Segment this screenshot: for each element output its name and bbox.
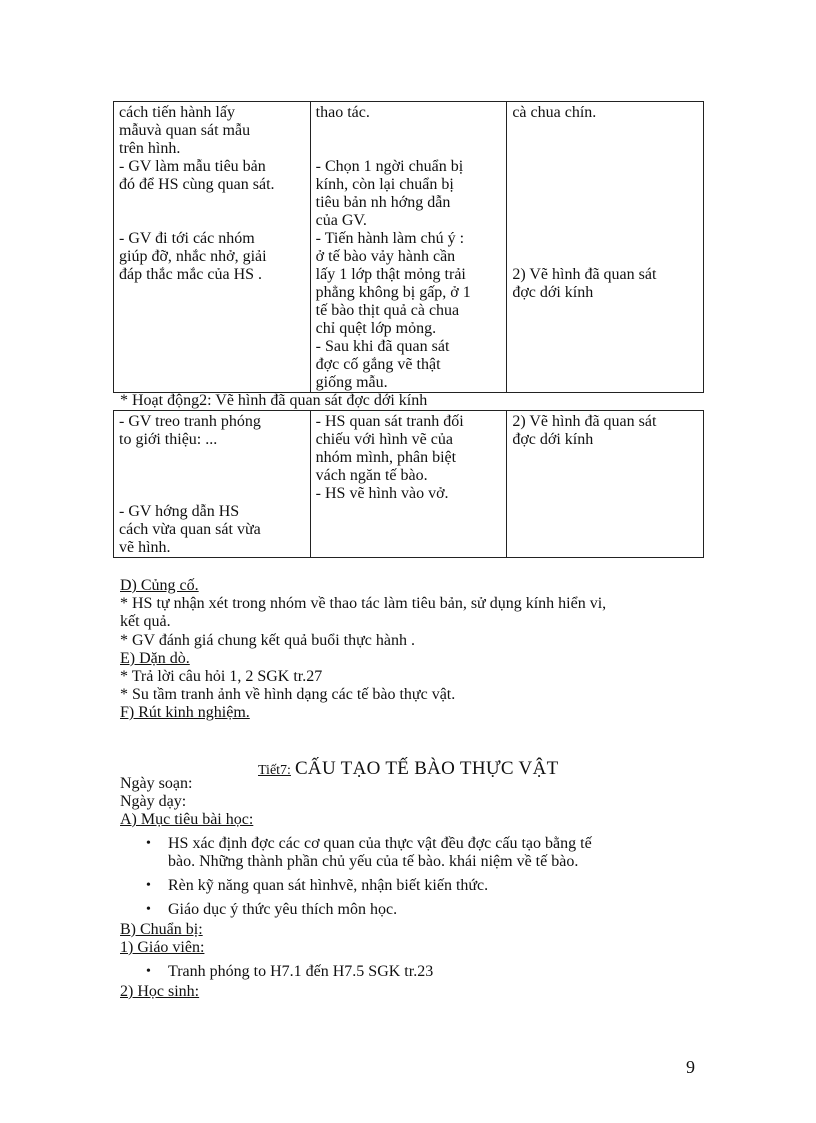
cell-line: của GV. — [315, 212, 367, 229]
bullet-icon: • — [146, 902, 151, 917]
subheading-student: 2) Học sinh: — [120, 983, 200, 1000]
teacher-activity-cell — [114, 411, 311, 558]
activity-table-1 — [113, 101, 704, 393]
list-item-text: HS xác định đợc các cơ quan của thực vật đều đợc cấu tạo bằng tế — [168, 835, 592, 852]
activity-table-2 — [113, 410, 704, 558]
cell-line: đó để HS cùng quan sát. — [119, 176, 275, 193]
cell-line: - GV hớng dẫn HS — [119, 503, 240, 520]
cell-line: - GV treo tranh phóng — [119, 413, 261, 430]
cell-line: 2) Vẽ hình đã quan sát — [512, 413, 657, 430]
cell-line — [512, 248, 699, 266]
bullet-icon: • — [146, 878, 151, 893]
cell-line: tiêu bản nh hớng dẫn — [315, 194, 451, 211]
cell-line — [512, 230, 699, 248]
text-line: * Su tầm tranh ảnh về hình dạng các tế bào thực vật. — [120, 686, 456, 703]
teacher-prep-list — [120, 963, 720, 987]
cell-line — [512, 140, 699, 158]
cell-line: đợc dới kính — [512, 284, 594, 301]
section-heading-dan-do: E) Dặn dò. — [120, 650, 190, 667]
text-line: kết quả. — [120, 613, 171, 630]
text-line: * HS tự nhận xét trong nhóm về thao tác làm tiêu bản, sử dụng kính hiển vi, — [120, 595, 607, 612]
teach-date: Ngày dạy: — [120, 793, 187, 810]
cell-line — [512, 194, 699, 212]
cell-line: - GV đi tới các nhóm — [119, 230, 255, 247]
list-item-text: Rèn kỹ năng quan sát hìnhvẽ, nhận biết kiến thức. — [168, 877, 489, 894]
cell-line: trên hình. — [119, 140, 181, 157]
list-item — [120, 877, 720, 895]
cell-line: mẫuvà quan sát mẫu — [119, 122, 251, 139]
bullet-icon: • — [146, 964, 151, 979]
cell-line: - GV làm mẫu tiêu bản — [119, 158, 266, 175]
cell-line: vách ngăn tế bào. — [315, 467, 428, 484]
cell-line: nhóm mình, phân biệt — [315, 449, 457, 466]
cell-line — [512, 122, 699, 140]
cell-line — [512, 158, 699, 176]
list-item — [120, 901, 720, 919]
list-item — [120, 835, 720, 871]
activity-2-heading: * Hoạt động2: Vẽ hình đã quan sát đợc dới kính — [120, 392, 428, 409]
student-activity-cell — [310, 411, 507, 558]
cell-line: giúp đỡ, nhắc nhở, giải — [119, 248, 267, 265]
cell-line: chỉ quệt lớp mỏng. — [315, 320, 437, 337]
cell-line: cách vừa quan sát vừa — [119, 521, 261, 538]
cell-line: tế bào thịt quả cà chua — [315, 302, 460, 319]
cell-line — [512, 176, 699, 194]
cell-line — [119, 212, 306, 230]
bullet-icon: • — [146, 836, 151, 851]
cell-line: đáp thắc mắc của HS . — [119, 266, 263, 283]
cell-line: giống mẫu. — [315, 374, 388, 391]
list-item-text: Giáo dục ý thức yêu thích môn học. — [168, 901, 398, 918]
page-number: 9 — [686, 1057, 695, 1077]
cell-line — [119, 194, 306, 212]
cell-line: vẽ hình. — [119, 539, 171, 556]
text-line: * GV đánh giá chung kết quả buổi thực hành . — [120, 632, 415, 649]
list-item — [120, 963, 720, 981]
cell-line: kính, còn lại chuẩn bị — [315, 176, 454, 193]
teacher-activity-cell — [114, 102, 311, 393]
cell-line: to giới thiệu: ... — [119, 431, 218, 448]
cell-line — [316, 122, 503, 140]
cell-line: - HS vẽ hình vào vở. — [315, 485, 449, 502]
cell-line — [119, 449, 306, 467]
cell-line: ở tế bào vảy hành cần — [315, 248, 456, 265]
section-heading-preparation: B) Chuẩn bị: — [120, 921, 203, 938]
cell-line — [119, 467, 306, 485]
prep-date: Ngày soạn: — [120, 775, 193, 792]
lesson-number: Tiết7: — [258, 763, 291, 778]
content-cell — [507, 102, 704, 393]
cell-line: - Chọn 1 ngời chuẩn bị — [315, 158, 464, 175]
objectives-list — [120, 835, 720, 925]
subheading-teacher: 1) Giáo viên: — [120, 939, 205, 956]
cell-line: thao tác. — [315, 104, 370, 121]
cell-line: lấy 1 lớp thật mỏng trải — [315, 266, 466, 283]
lesson-title — [258, 758, 559, 780]
lesson-title-text: CẤU TẠO TẾ BÀO THỰC VẬT — [294, 758, 559, 779]
cell-line: - HS quan sát tranh đối — [315, 413, 464, 430]
list-item-text: bào. Những thành phần chủ yếu của tế bào. khái niệm về tế bào. — [168, 853, 579, 870]
text-line: * Trả lời câu hỏi 1, 2 SGK tr.27 — [120, 668, 323, 685]
cell-line: - Sau khi đã quan sát — [315, 338, 450, 355]
list-item-text: Tranh phóng to H7.1 đến H7.5 SGK tr.23 — [168, 963, 434, 980]
section-heading-cung-co: D) Củng cố. — [120, 577, 199, 594]
content-cell — [507, 411, 704, 558]
cell-line: đợc cố gắng vẽ thật — [315, 356, 441, 373]
cell-line: - Tiến hành làm chú ý : — [315, 230, 465, 247]
cell-line — [119, 485, 306, 503]
cell-line: 2) Vẽ hình đã quan sát — [512, 266, 657, 283]
cell-line: cách tiến hành lấy — [119, 104, 235, 121]
cell-line — [512, 212, 699, 230]
student-activity-cell — [310, 102, 507, 393]
cell-line: phẳng không bị gấp, ở 1 — [315, 284, 471, 301]
table-row — [114, 102, 704, 393]
cell-line: chiếu với hình vẽ của — [315, 431, 453, 448]
section-heading-objectives: A) Mục tiêu bài học: — [120, 811, 254, 828]
section-heading-rut-kinh-nghiem: F) Rút kinh nghiệm. — [120, 704, 250, 721]
cell-line — [316, 140, 503, 158]
cell-line: cà chua chín. — [512, 104, 597, 121]
table-row — [114, 411, 704, 558]
cell-line: đợc dới kính — [512, 431, 594, 448]
